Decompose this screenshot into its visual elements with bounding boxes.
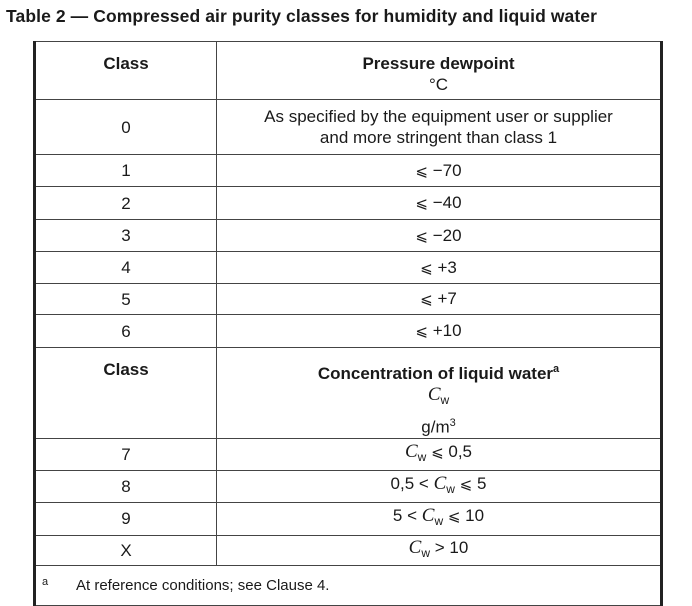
concentration-cell: $C_w > 10$ (217, 535, 662, 565)
header-liquid-water-title: Concentration of liquid water$^a$ (317, 363, 560, 383)
concentration-cell: $0,5 < C_w$ ⩽ 5 (217, 470, 662, 502)
class-cell: X (35, 535, 217, 565)
table-row (35, 535, 662, 565)
class-cell: 4 (35, 252, 217, 284)
table-row (35, 284, 662, 315)
dewpoint-cell (217, 187, 662, 220)
leq-symbol: ⩽ (420, 290, 433, 308)
table-row (35, 252, 662, 284)
dewpoint-cell (217, 284, 662, 315)
table-header-row (35, 42, 662, 100)
leq-symbol: ⩽ (415, 226, 428, 245)
table-row (35, 220, 662, 252)
header-class-cell (35, 42, 217, 100)
leq-symbol: ⩽ (415, 161, 428, 180)
dewpoint-value: −20 (432, 225, 462, 245)
footnote-row (35, 565, 662, 605)
table-header-row (35, 348, 662, 439)
dewpoint-value: +3 (437, 257, 457, 277)
dewpoint-value: +7 (437, 289, 457, 308)
dewpoint-value: −70 (432, 160, 462, 180)
table-row (35, 315, 662, 348)
header-dewpoint-title: Pressure dewpoint (362, 54, 515, 73)
class-cell: 7 (35, 438, 217, 470)
purity-table (33, 41, 663, 606)
header-class: Class (103, 360, 149, 379)
class-cell: 9 (35, 502, 217, 535)
leq-symbol: ⩽ (415, 194, 428, 212)
dewpoint-cell (217, 252, 662, 284)
dewpoint-cell (217, 155, 662, 187)
dewpoint-text-line1: As specified by the equipment user or supplier (264, 107, 613, 126)
dewpoint-cell (217, 100, 662, 155)
table-row (35, 155, 662, 187)
table-row (35, 502, 662, 535)
concentration-cell: $5 < C_w$ ⩽ 10 (217, 502, 662, 535)
header-dewpoint-unit: °C (428, 75, 449, 94)
table-row (35, 100, 662, 155)
dewpoint-cell (217, 220, 662, 252)
class-cell: 8 (35, 470, 217, 502)
table-row (35, 438, 662, 470)
class-cell: 5 (35, 284, 217, 315)
concentration-cell: $C_w$ ⩽ 0,5 (217, 438, 662, 470)
dewpoint-value: +10 (432, 321, 462, 340)
header-symbol: $C_w$ (427, 384, 450, 407)
header-class-cell (35, 348, 217, 439)
class-cell: 6 (35, 315, 217, 348)
dewpoint-text-line2: and more stringent than class 1 (319, 128, 558, 147)
leq-symbol: ⩽ (415, 322, 428, 340)
class-cell: 3 (35, 220, 217, 252)
footnote-mark: a (42, 575, 49, 588)
table-title: Table 2 — Compressed air purity classes for humidity and liquid water (6, 6, 598, 26)
footnote-cell (35, 565, 662, 605)
dewpoint-cell (217, 315, 662, 348)
footnote-text: At reference conditions; see Clause 4. (76, 576, 330, 594)
table-row (35, 187, 662, 220)
table-row (35, 470, 662, 502)
header-dewpoint-cell (217, 42, 662, 100)
footnote-ref: a (553, 363, 560, 375)
header-class: Class (103, 54, 149, 73)
class-cell: 1 (35, 155, 217, 187)
header-unit: $g/m^3$ (421, 417, 456, 437)
leq-symbol: ⩽ (420, 258, 433, 277)
class-cell: 2 (35, 187, 217, 220)
class-cell: 0 (35, 100, 217, 155)
header-liquid-water-cell (217, 348, 662, 439)
dewpoint-value: −40 (432, 193, 462, 212)
